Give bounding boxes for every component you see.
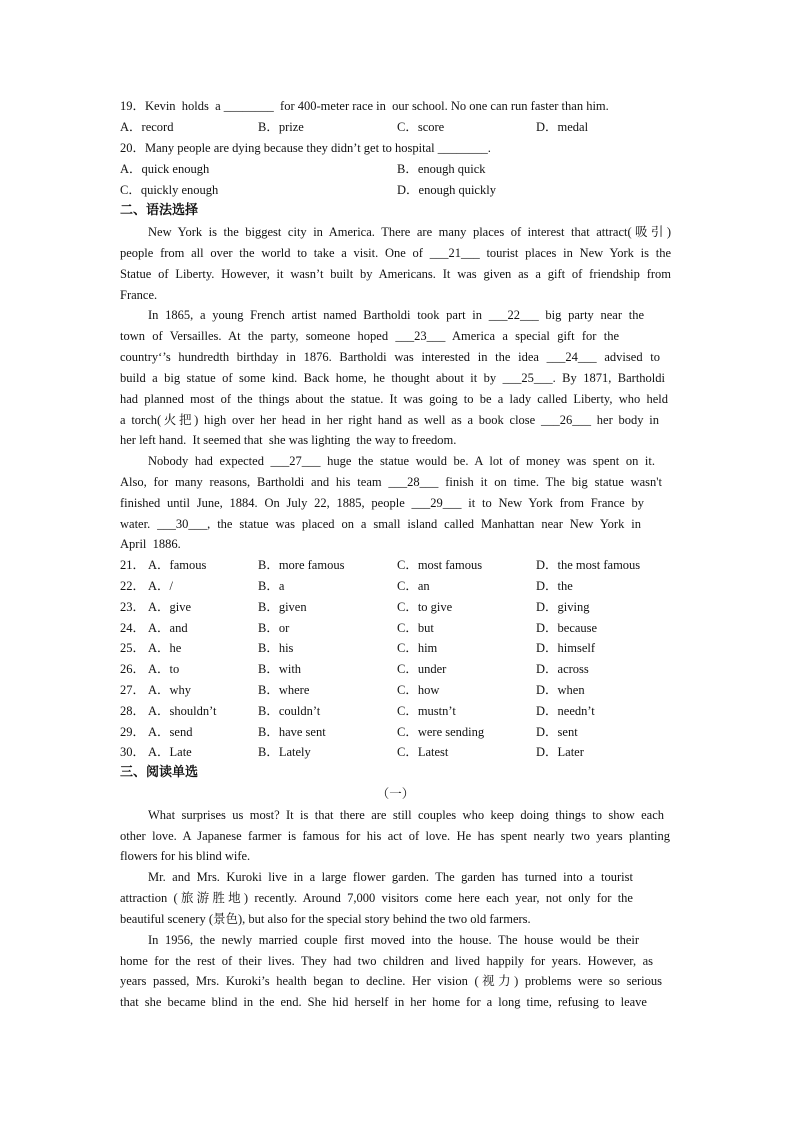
passage2-line: had planned most of the things about the statue. It was going to be a lady called Liberty, who held: [120, 392, 668, 406]
option-a: A．he: [148, 641, 182, 655]
option-d: D．sent: [536, 725, 578, 739]
option-c: C．him: [397, 641, 438, 655]
q20-option-d: D．enough quickly: [397, 183, 496, 197]
option-a: A．shouldn’t: [148, 704, 217, 718]
option-d: D．the: [536, 579, 573, 593]
option-d: D．himself: [536, 641, 596, 655]
question-number: 30．: [120, 745, 146, 759]
passage2-line: New York is the biggest city in America. There are many places of interest that attract(吸引): [148, 225, 671, 239]
option-c: C．an: [397, 579, 430, 593]
section-2-title: 二、语法选择: [120, 203, 199, 218]
q19-option-d: D．medal: [536, 120, 589, 134]
option-d: D．because: [536, 621, 598, 635]
question-number: 22．: [120, 579, 146, 593]
passage2-line: April 1886.: [120, 537, 181, 551]
passage2-line: a torch(火把) high over her head in her right hand as well as a book close ___26___ her body in: [120, 413, 659, 427]
option-c: C．under: [397, 662, 447, 676]
option-a: A．to: [148, 662, 180, 676]
question-number: 26．: [120, 662, 146, 676]
option-a: A．famous: [148, 558, 207, 572]
option-a: A．send: [148, 725, 193, 739]
passage-number: （一）: [376, 787, 415, 801]
option-a: A．why: [148, 683, 192, 697]
option-c: C．how: [397, 683, 440, 697]
q20-option-b: B．enough quick: [397, 162, 486, 176]
passage3-line: attraction (旅游胜地) recently. Around 7,000 visitors come here each year, not only for the: [120, 891, 633, 905]
passage2-line: Nobody had expected ___27___ huge the statue would be. A lot of money was spent on it.: [148, 454, 655, 468]
passage2-line: town of Versailles. At the party, someone hoped ___23___ America a special gift for the: [120, 329, 619, 343]
question-number: 27．: [120, 683, 146, 697]
passage2-line: country‘’s hundredth birthday in 1876. Bartholdi was interested in the idea ___24___ advised to: [120, 350, 660, 364]
q20-option-a: A．quick enough: [120, 162, 210, 176]
passage2-line: water. ___30___, the statue was placed on a small island called Manhattan near New York in: [120, 517, 641, 531]
option-c: C．to give: [397, 600, 453, 614]
option-b: B．given: [258, 600, 307, 614]
option-b: B．a: [258, 579, 285, 593]
option-c: C．most famous: [397, 558, 483, 572]
option-b: B．Lately: [258, 745, 311, 759]
passage2-line: France.: [120, 288, 158, 302]
option-c: C．mustn’t: [397, 704, 456, 718]
section-3-title: 三、阅读单选: [120, 765, 199, 780]
passage3-line: years passed, Mrs. Kuroki’s health began to decline. Her vision (视力) problems were so serious: [120, 974, 662, 988]
q19-option-a: A．record: [120, 120, 174, 134]
option-b: B．with: [258, 662, 302, 676]
passage3-line: In 1956, the newly married couple first moved into the house. The house would be their: [148, 933, 639, 947]
passage3-line: home for the rest of their lives. They had two children and lived happily for years. However, as: [120, 954, 653, 968]
passage3-line: What surprises us most? It is that there are still couples who keep doing things to show each: [148, 808, 664, 822]
question-number: 21．: [120, 558, 146, 572]
option-b: B．more famous: [258, 558, 345, 572]
passage2-line: Also, for many reasons, Bartholdi and his team ___28___ finish it on time. The big statue wasn't: [120, 475, 662, 489]
passage2-line: people from all over the world to take a visit. One of ___21___ tourist places in New York is the: [120, 246, 671, 260]
option-b: B．have sent: [258, 725, 326, 739]
option-c: C．were sending: [397, 725, 485, 739]
question-20-stem: 20．Many people are dying because they didn’t get to hospital ________.: [120, 141, 491, 155]
option-d: D．Later: [536, 745, 584, 759]
passage2-line: Statue of Liberty. However, it wasn’t built by Americans. It was given as a gift of friendship from: [120, 267, 671, 281]
passage2-line: In 1865, a young French artist named Bartholdi took part in ___22___ big party near the: [148, 308, 644, 322]
passage3-line: Mr. and Mrs. Kuroki live in a large flower garden. The garden has turned into a tourist: [148, 870, 633, 884]
q20-option-c: C．quickly enough: [120, 183, 219, 197]
passage2-line: finished until June, 1884. On July 22, 1885, people ___29___ it to New York from France by: [120, 496, 644, 510]
question-number: 28．: [120, 704, 146, 718]
option-d: D．the most famous: [536, 558, 641, 572]
option-c: C．Latest: [397, 745, 449, 759]
passage3-line: beautiful scenery (景色), but also for the special story behind the two old farmers.: [120, 912, 531, 926]
option-c: C．but: [397, 621, 434, 635]
q19-option-c: C．score: [397, 120, 445, 134]
option-d: D．giving: [536, 600, 590, 614]
question-number: 29．: [120, 725, 146, 739]
option-d: D．needn’t: [536, 704, 595, 718]
option-b: B．his: [258, 641, 294, 655]
option-b: B．couldn’t: [258, 704, 321, 718]
option-d: D．across: [536, 662, 589, 676]
option-b: B．or: [258, 621, 290, 635]
passage3-line: that she became blind in the end. She hid herself in her home for a long time, refusing to leave: [120, 995, 647, 1009]
option-a: A．Late: [148, 745, 192, 759]
option-a: A．give: [148, 600, 192, 614]
option-a: A．and: [148, 621, 188, 635]
option-a: A．/: [148, 579, 174, 593]
passage2-line: her left hand. It seemed that she was lighting the way to freedom.: [120, 433, 457, 447]
question-number: 25．: [120, 641, 146, 655]
passage3-line: other love. A Japanese farmer is famous for his act of love. He has spent nearly two years planting: [120, 829, 670, 843]
q19-option-b: B．prize: [258, 120, 304, 134]
option-b: B．where: [258, 683, 310, 697]
question-number: 23．: [120, 600, 146, 614]
question-number: 24．: [120, 621, 146, 635]
question-19-stem: 19．Kevin holds a ________ for 400-meter race in our school. No one can run faster than him.: [120, 99, 609, 113]
passage2-line: build a big statue of some kind. Back home, he thought about it by ___25___. By 1871, Bartholdi: [120, 371, 665, 385]
option-d: D．when: [536, 683, 585, 697]
passage3-line: flowers for his blind wife.: [120, 849, 251, 863]
